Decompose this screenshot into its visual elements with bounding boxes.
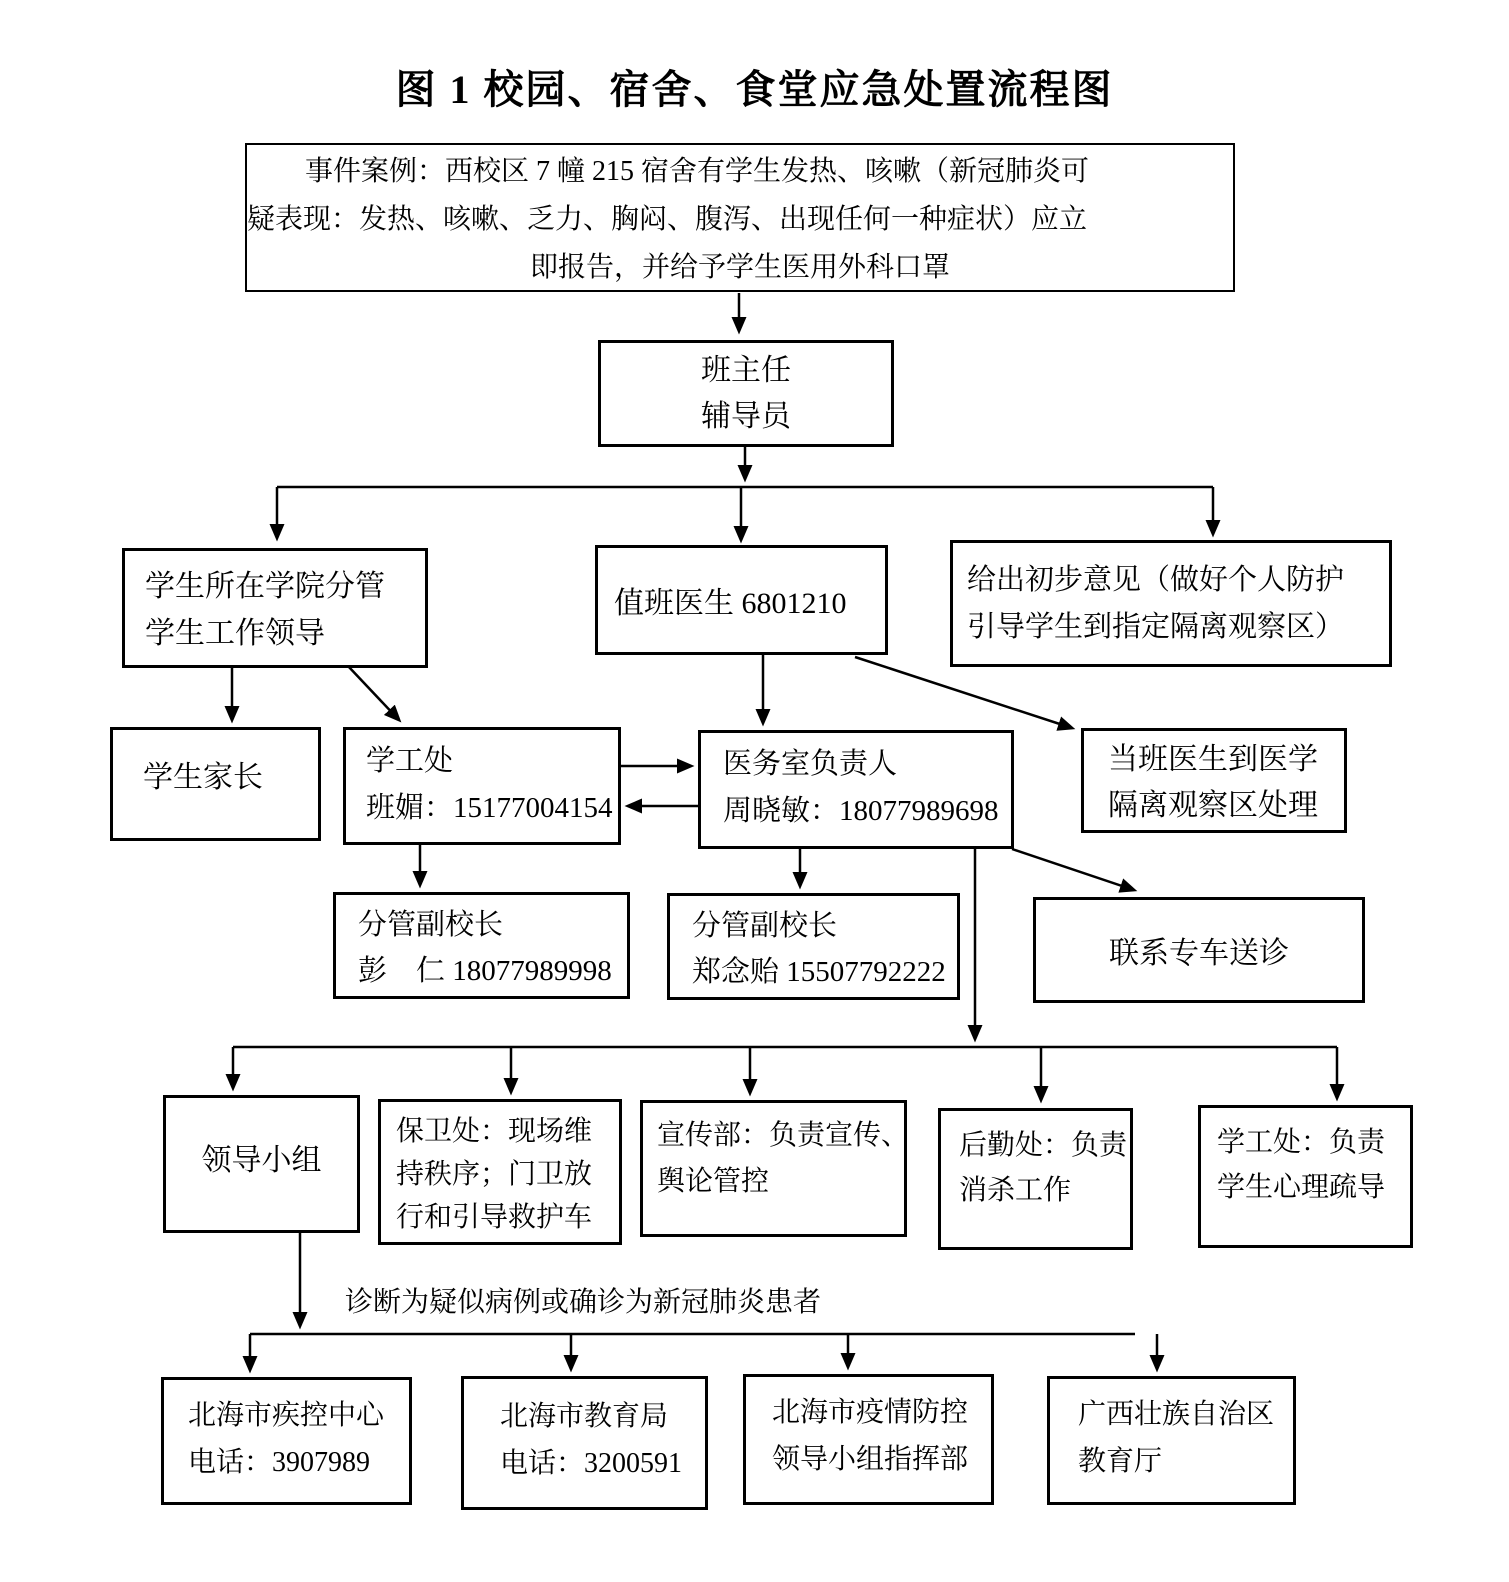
event-case-line3: 即报告，并给予学生医用外科口罩 xyxy=(529,252,950,283)
cdc-line2: 电话：3907989 xyxy=(188,1447,371,1478)
node-parents xyxy=(110,727,321,841)
node-vp-zheng xyxy=(667,893,960,1000)
vp-zheng-line2: 郑念贻 15507792222 xyxy=(692,956,946,988)
class-teacher-line1: 班主任 xyxy=(701,353,791,387)
node-student-affairs-psych xyxy=(1198,1105,1413,1248)
node-clinic-head xyxy=(698,730,1014,849)
student-affairs-line1: 学工处 xyxy=(366,745,454,777)
isolation-line2: 隔离观察区处理 xyxy=(1108,789,1318,822)
node-initial-opinion xyxy=(950,540,1392,667)
page-title: 图 1 校园、宿舍、食堂应急处置流程图 xyxy=(395,67,1114,112)
college-leader-line2: 学生工作领导 xyxy=(145,617,325,650)
node-college-leader xyxy=(122,548,428,668)
node-class-teacher xyxy=(598,340,894,447)
security-line2: 持秩序；门卫放 xyxy=(396,1159,593,1190)
node-cdc xyxy=(161,1377,412,1505)
initial-opinion-line1: 给出初步意见（做好个人防护 xyxy=(967,564,1345,596)
arrow-to-special-car xyxy=(1012,849,1134,890)
epidemic-hq-line1: 北海市疫情防控 xyxy=(772,1397,969,1428)
parents-label: 学生家长 xyxy=(143,761,263,794)
edu-dept-line2: 教育厅 xyxy=(1078,1446,1163,1477)
node-logistics xyxy=(938,1108,1133,1250)
initial-opinion-line2: 引导学生到指定隔离观察区） xyxy=(967,611,1345,643)
clinic-head-line1: 医务室负责人 xyxy=(723,748,898,780)
duty-doctor-label: 值班医生 6801210 xyxy=(614,587,847,620)
leading-group-label: 领导小组 xyxy=(201,1144,322,1177)
class-teacher-line2: 辅导员 xyxy=(701,399,791,433)
arrow-to-isolation-area xyxy=(855,657,1072,728)
psych-line2: 学生心理疏导 xyxy=(1217,1172,1386,1203)
publicity-line2: 舆论管控 xyxy=(657,1166,770,1197)
node-vp-peng xyxy=(333,892,630,999)
event-case-line1: 事件案例：西校区 7 幢 215 宿舍有学生发热、咳嗽（新冠肺炎可 xyxy=(305,156,1090,187)
college-leader-line1: 学生所在学院分管 xyxy=(145,570,385,603)
vp-peng-line1: 分管副校长 xyxy=(358,909,504,941)
node-edu-dept xyxy=(1047,1376,1296,1505)
security-line1: 保卫处：现场维 xyxy=(396,1116,593,1147)
node-edu-bureau xyxy=(461,1376,708,1510)
edu-dept-line1: 广西壮族自治区 xyxy=(1078,1399,1275,1430)
vp-zheng-line1: 分管副校长 xyxy=(692,910,838,942)
node-event-case xyxy=(245,143,1235,292)
diagnosis-label: 诊断为疑似病例或确诊为新冠肺炎患者 xyxy=(345,1287,822,1318)
event-case-line2: 疑表现：发热、咳嗽、乏力、胸闷、腹泻、出现任何一种症状）应立 xyxy=(247,204,1088,235)
node-student-affairs xyxy=(343,727,621,845)
node-security xyxy=(378,1099,622,1245)
psych-line1: 学工处：负责 xyxy=(1217,1127,1386,1158)
vp-peng-line2: 彭 仁 18077989998 xyxy=(358,955,612,987)
logistics-line2: 消杀工作 xyxy=(959,1175,1072,1206)
node-epidemic-hq xyxy=(743,1374,994,1505)
node-duty-doctor xyxy=(595,545,888,655)
arrow-to-student-affairs xyxy=(348,666,399,720)
clinic-head-line2: 周晓敏：18077989698 xyxy=(723,795,999,827)
isolation-line1: 当班医生到医学 xyxy=(1108,743,1318,776)
node-duty-doctor-isolation xyxy=(1081,728,1347,833)
edu-bureau-line1: 北海市教育局 xyxy=(500,1401,669,1432)
logistics-line1: 后勤处：负责 xyxy=(959,1130,1128,1161)
security-line3: 行和引导救护车 xyxy=(396,1202,593,1233)
epidemic-hq-line2: 领导小组指挥部 xyxy=(772,1444,969,1475)
node-leading-group xyxy=(163,1095,360,1233)
edu-bureau-line2: 电话：3200591 xyxy=(500,1448,683,1479)
node-publicity xyxy=(640,1100,910,1237)
node-special-car xyxy=(1033,897,1365,1003)
student-affairs-line2: 班媚：15177004154 xyxy=(366,792,613,824)
cdc-line1: 北海市疾控中心 xyxy=(188,1400,385,1431)
publicity-line1: 宣传部：负责宣传、 xyxy=(657,1120,910,1151)
special-car-label: 联系专车送诊 xyxy=(1109,937,1289,970)
